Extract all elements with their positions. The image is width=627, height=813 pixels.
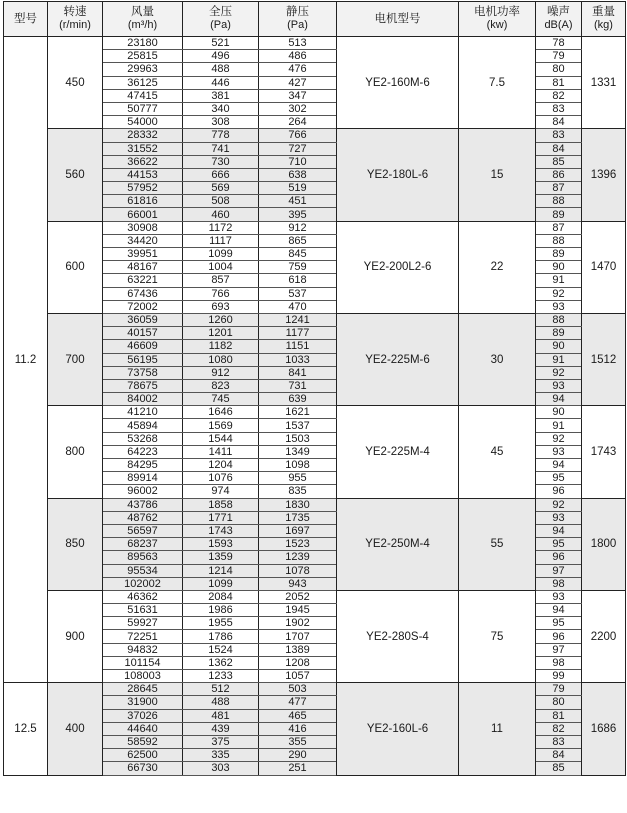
flow-cell: 61816 (103, 195, 183, 208)
speed-cell: 400 (48, 683, 103, 775)
model-cell: 12.5 (4, 683, 48, 775)
static-pressure-cell: 731 (259, 379, 337, 392)
total-pressure-cell: 1214 (183, 564, 259, 577)
speed-cell: 900 (48, 590, 103, 682)
table-header (4, 2, 626, 37)
header-total-pressure (183, 2, 259, 37)
flow-cell: 36059 (103, 313, 183, 326)
weight-cell: 1331 (582, 37, 626, 129)
noise-cell: 89 (536, 248, 582, 261)
static-pressure-cell: 1621 (259, 406, 337, 419)
static-pressure-cell: 537 (259, 287, 337, 300)
static-pressure-cell: 264 (259, 116, 337, 129)
total-pressure-cell: 1593 (183, 538, 259, 551)
motor-cell: YE2-160L-6 (337, 683, 459, 775)
noise-cell: 96 (536, 630, 582, 643)
total-pressure-cell: 912 (183, 366, 259, 379)
noise-cell: 94 (536, 524, 582, 537)
weight-cell: 1686 (582, 683, 626, 775)
noise-cell: 83 (536, 102, 582, 115)
header-speed-label: 转速 (63, 6, 87, 18)
header-speed (48, 2, 103, 37)
noise-cell: 92 (536, 432, 582, 445)
total-pressure-cell: 496 (183, 50, 259, 63)
static-pressure-cell: 1057 (259, 670, 337, 683)
static-pressure-cell: 476 (259, 63, 337, 76)
total-pressure-cell: 512 (183, 683, 259, 696)
flow-cell: 28645 (103, 683, 183, 696)
noise-cell: 78 (536, 37, 582, 50)
motor-cell: YE2-225M-6 (337, 313, 459, 405)
total-pressure-cell: 1858 (183, 498, 259, 511)
total-pressure-cell: 439 (183, 722, 259, 735)
noise-cell: 79 (536, 50, 582, 63)
power-cell: 11 (459, 683, 536, 775)
total-pressure-cell: 1646 (183, 406, 259, 419)
power-cell: 15 (459, 129, 536, 221)
noise-cell: 81 (536, 709, 582, 722)
header-weight-label: 重量 (592, 6, 615, 18)
flow-cell: 46609 (103, 340, 183, 353)
noise-cell: 82 (536, 722, 582, 735)
static-pressure-cell: 1349 (259, 445, 337, 458)
header-power-label: 电机功率 (474, 6, 520, 18)
flow-cell: 28332 (103, 129, 183, 142)
weight-cell: 2200 (582, 590, 626, 682)
static-pressure-cell: 835 (259, 485, 337, 498)
static-pressure-cell: 955 (259, 472, 337, 485)
total-pressure-cell: 1172 (183, 221, 259, 234)
header-flow-unit: (m³/h) (127, 19, 158, 31)
table-body (4, 37, 626, 776)
flow-cell: 29963 (103, 63, 183, 76)
flow-cell: 51631 (103, 604, 183, 617)
static-pressure-cell: 912 (259, 221, 337, 234)
flow-cell: 44153 (103, 168, 183, 181)
noise-cell: 97 (536, 643, 582, 656)
total-pressure-cell: 1544 (183, 432, 259, 445)
header-total-pressure-unit: (Pa) (210, 19, 231, 31)
header-flow-label: 风量 (131, 6, 154, 18)
motor-cell: YE2-180L-6 (337, 129, 459, 221)
total-pressure-cell: 1099 (183, 577, 259, 590)
static-pressure-cell: 465 (259, 709, 337, 722)
flow-cell: 30908 (103, 221, 183, 234)
total-pressure-cell: 766 (183, 287, 259, 300)
static-pressure-cell: 1503 (259, 432, 337, 445)
static-pressure-cell: 1033 (259, 353, 337, 366)
power-cell: 45 (459, 406, 536, 498)
motor-cell: YE2-280S-4 (337, 590, 459, 682)
noise-cell: 90 (536, 406, 582, 419)
static-pressure-cell: 618 (259, 274, 337, 287)
header-noise-unit: dB(A) (544, 19, 573, 31)
static-pressure-cell: 451 (259, 195, 337, 208)
flow-cell: 67436 (103, 287, 183, 300)
noise-cell: 88 (536, 234, 582, 247)
noise-cell: 98 (536, 577, 582, 590)
model-cell: 11.2 (4, 37, 48, 683)
noise-cell: 92 (536, 287, 582, 300)
flow-cell: 44640 (103, 722, 183, 735)
static-pressure-cell: 1537 (259, 419, 337, 432)
noise-cell: 94 (536, 459, 582, 472)
weight-cell: 1470 (582, 221, 626, 313)
noise-cell: 89 (536, 208, 582, 221)
noise-cell: 94 (536, 604, 582, 617)
static-pressure-cell: 1098 (259, 459, 337, 472)
total-pressure-cell: 666 (183, 168, 259, 181)
noise-cell: 87 (536, 221, 582, 234)
total-pressure-cell: 381 (183, 89, 259, 102)
flow-cell: 31900 (103, 696, 183, 709)
total-pressure-cell: 1411 (183, 445, 259, 458)
table-row (4, 498, 626, 511)
flow-cell: 46362 (103, 590, 183, 603)
flow-cell: 57952 (103, 182, 183, 195)
static-pressure-cell: 1830 (259, 498, 337, 511)
header-noise (536, 2, 582, 37)
speed-cell: 600 (48, 221, 103, 313)
noise-cell: 87 (536, 182, 582, 195)
flow-cell: 50777 (103, 102, 183, 115)
speed-cell: 800 (48, 406, 103, 498)
static-pressure-cell: 290 (259, 749, 337, 762)
header-noise-label: 噪声 (547, 6, 570, 18)
static-pressure-cell: 1523 (259, 538, 337, 551)
performance-table-container (3, 1, 626, 776)
static-pressure-cell: 766 (259, 129, 337, 142)
total-pressure-cell: 1569 (183, 419, 259, 432)
header-model (4, 2, 48, 37)
noise-cell: 97 (536, 564, 582, 577)
total-pressure-cell: 1080 (183, 353, 259, 366)
total-pressure-cell: 1201 (183, 327, 259, 340)
total-pressure-cell: 1986 (183, 604, 259, 617)
noise-cell: 84 (536, 749, 582, 762)
table-row (4, 590, 626, 603)
static-pressure-cell: 1078 (259, 564, 337, 577)
static-pressure-cell: 1735 (259, 511, 337, 524)
noise-cell: 82 (536, 89, 582, 102)
flow-cell: 31552 (103, 142, 183, 155)
flow-cell: 41210 (103, 406, 183, 419)
static-pressure-cell: 1151 (259, 340, 337, 353)
static-pressure-cell: 395 (259, 208, 337, 221)
total-pressure-cell: 823 (183, 379, 259, 392)
total-pressure-cell: 521 (183, 37, 259, 50)
weight-cell: 1396 (582, 129, 626, 221)
total-pressure-cell: 303 (183, 762, 259, 775)
table-row (4, 406, 626, 419)
static-pressure-cell: 865 (259, 234, 337, 247)
total-pressure-cell: 693 (183, 300, 259, 313)
total-pressure-cell: 508 (183, 195, 259, 208)
noise-cell: 98 (536, 656, 582, 669)
flow-cell: 95534 (103, 564, 183, 577)
flow-cell: 53268 (103, 432, 183, 445)
flow-cell: 48762 (103, 511, 183, 524)
static-pressure-cell: 1902 (259, 617, 337, 630)
flow-cell: 68237 (103, 538, 183, 551)
flow-cell: 89563 (103, 551, 183, 564)
flow-cell: 94832 (103, 643, 183, 656)
total-pressure-cell: 375 (183, 735, 259, 748)
header-motor-label: 电机型号 (374, 12, 421, 25)
total-pressure-cell: 335 (183, 749, 259, 762)
total-pressure-cell: 488 (183, 63, 259, 76)
noise-cell: 83 (536, 735, 582, 748)
header-static-pressure-label: 静压 (286, 6, 309, 18)
total-pressure-cell: 857 (183, 274, 259, 287)
flow-cell: 64223 (103, 445, 183, 458)
flow-cell: 59927 (103, 617, 183, 630)
noise-cell: 85 (536, 762, 582, 775)
table-row (4, 683, 626, 696)
noise-cell: 90 (536, 261, 582, 274)
noise-cell: 91 (536, 274, 582, 287)
noise-cell: 95 (536, 538, 582, 551)
flow-cell: 43786 (103, 498, 183, 511)
total-pressure-cell: 974 (183, 485, 259, 498)
static-pressure-cell: 503 (259, 683, 337, 696)
total-pressure-cell: 1524 (183, 643, 259, 656)
header-motor (337, 2, 459, 37)
static-pressure-cell: 1707 (259, 630, 337, 643)
static-pressure-cell: 513 (259, 37, 337, 50)
flow-cell: 78675 (103, 379, 183, 392)
total-pressure-cell: 778 (183, 129, 259, 142)
flow-cell: 45894 (103, 419, 183, 432)
motor-cell: YE2-250M-4 (337, 498, 459, 590)
table-row (4, 129, 626, 142)
flow-cell: 84002 (103, 393, 183, 406)
static-pressure-cell: 486 (259, 50, 337, 63)
noise-cell: 86 (536, 168, 582, 181)
total-pressure-cell: 569 (183, 182, 259, 195)
noise-cell: 96 (536, 485, 582, 498)
static-pressure-cell: 1697 (259, 524, 337, 537)
noise-cell: 92 (536, 366, 582, 379)
flow-cell: 54000 (103, 116, 183, 129)
noise-cell: 99 (536, 670, 582, 683)
total-pressure-cell: 1117 (183, 234, 259, 247)
header-power (459, 2, 536, 37)
power-cell: 30 (459, 313, 536, 405)
flow-cell: 66730 (103, 762, 183, 775)
flow-cell: 40157 (103, 327, 183, 340)
total-pressure-cell: 1076 (183, 472, 259, 485)
total-pressure-cell: 1004 (183, 261, 259, 274)
flow-cell: 48167 (103, 261, 183, 274)
static-pressure-cell: 1241 (259, 313, 337, 326)
flow-cell: 102002 (103, 577, 183, 590)
total-pressure-cell: 1771 (183, 511, 259, 524)
static-pressure-cell: 1239 (259, 551, 337, 564)
header-flow (103, 2, 183, 37)
weight-cell: 1800 (582, 498, 626, 590)
power-cell: 75 (459, 590, 536, 682)
static-pressure-cell: 943 (259, 577, 337, 590)
flow-cell: 58592 (103, 735, 183, 748)
static-pressure-cell: 1945 (259, 604, 337, 617)
static-pressure-cell: 727 (259, 142, 337, 155)
flow-cell: 37026 (103, 709, 183, 722)
static-pressure-cell: 477 (259, 696, 337, 709)
static-pressure-cell: 710 (259, 155, 337, 168)
header-static-pressure (259, 2, 337, 37)
weight-cell: 1512 (582, 313, 626, 405)
header-weight (582, 2, 626, 37)
fan-performance-table (3, 1, 626, 776)
speed-cell: 450 (48, 37, 103, 129)
total-pressure-cell: 1955 (183, 617, 259, 630)
flow-cell: 101154 (103, 656, 183, 669)
noise-cell: 95 (536, 617, 582, 630)
flow-cell: 56597 (103, 524, 183, 537)
noise-cell: 93 (536, 445, 582, 458)
total-pressure-cell: 1260 (183, 313, 259, 326)
noise-cell: 93 (536, 300, 582, 313)
noise-cell: 89 (536, 327, 582, 340)
static-pressure-cell: 1177 (259, 327, 337, 340)
speed-cell: 700 (48, 313, 103, 405)
static-pressure-cell: 2052 (259, 590, 337, 603)
total-pressure-cell: 1359 (183, 551, 259, 564)
flow-cell: 47415 (103, 89, 183, 102)
noise-cell: 84 (536, 142, 582, 155)
flow-cell: 62500 (103, 749, 183, 762)
total-pressure-cell: 481 (183, 709, 259, 722)
noise-cell: 81 (536, 76, 582, 89)
header-weight-unit: (kg) (594, 19, 613, 31)
total-pressure-cell: 730 (183, 155, 259, 168)
static-pressure-cell: 355 (259, 735, 337, 748)
header-model-label: 型号 (14, 12, 37, 25)
static-pressure-cell: 302 (259, 102, 337, 115)
static-pressure-cell: 1389 (259, 643, 337, 656)
total-pressure-cell: 1743 (183, 524, 259, 537)
header-power-unit: (kw) (486, 19, 508, 31)
flow-cell: 96002 (103, 485, 183, 498)
flow-cell: 23180 (103, 37, 183, 50)
total-pressure-cell: 460 (183, 208, 259, 221)
noise-cell: 80 (536, 696, 582, 709)
noise-cell: 93 (536, 511, 582, 524)
table-row (4, 221, 626, 234)
table-row (4, 37, 626, 50)
static-pressure-cell: 639 (259, 393, 337, 406)
flow-cell: 108003 (103, 670, 183, 683)
static-pressure-cell: 251 (259, 762, 337, 775)
noise-cell: 94 (536, 393, 582, 406)
weight-cell: 1743 (582, 406, 626, 498)
flow-cell: 72251 (103, 630, 183, 643)
static-pressure-cell: 1208 (259, 656, 337, 669)
noise-cell: 85 (536, 155, 582, 168)
speed-cell: 850 (48, 498, 103, 590)
flow-cell: 39951 (103, 248, 183, 261)
power-cell: 22 (459, 221, 536, 313)
motor-cell: YE2-225M-4 (337, 406, 459, 498)
flow-cell: 36125 (103, 76, 183, 89)
header-total-pressure-label: 全压 (209, 6, 232, 18)
static-pressure-cell: 470 (259, 300, 337, 313)
noise-cell: 92 (536, 498, 582, 511)
noise-cell: 88 (536, 313, 582, 326)
speed-cell: 560 (48, 129, 103, 221)
noise-cell: 95 (536, 472, 582, 485)
static-pressure-cell: 845 (259, 248, 337, 261)
total-pressure-cell: 1182 (183, 340, 259, 353)
total-pressure-cell: 1233 (183, 670, 259, 683)
total-pressure-cell: 1204 (183, 459, 259, 472)
flow-cell: 36622 (103, 155, 183, 168)
flow-cell: 56195 (103, 353, 183, 366)
noise-cell: 90 (536, 340, 582, 353)
noise-cell: 91 (536, 419, 582, 432)
total-pressure-cell: 741 (183, 142, 259, 155)
header-static-pressure-unit: (Pa) (287, 19, 308, 31)
noise-cell: 84 (536, 116, 582, 129)
total-pressure-cell: 446 (183, 76, 259, 89)
noise-cell: 83 (536, 129, 582, 142)
static-pressure-cell: 759 (259, 261, 337, 274)
flow-cell: 72002 (103, 300, 183, 313)
total-pressure-cell: 488 (183, 696, 259, 709)
noise-cell: 80 (536, 63, 582, 76)
total-pressure-cell: 1362 (183, 656, 259, 669)
total-pressure-cell: 1099 (183, 248, 259, 261)
flow-cell: 84295 (103, 459, 183, 472)
noise-cell: 96 (536, 551, 582, 564)
noise-cell: 93 (536, 379, 582, 392)
header-speed-unit: (r/min) (59, 19, 91, 31)
total-pressure-cell: 340 (183, 102, 259, 115)
motor-cell: YE2-200L2-6 (337, 221, 459, 313)
noise-cell: 88 (536, 195, 582, 208)
flow-cell: 66001 (103, 208, 183, 221)
static-pressure-cell: 519 (259, 182, 337, 195)
table-row (4, 313, 626, 326)
total-pressure-cell: 1786 (183, 630, 259, 643)
noise-cell: 93 (536, 590, 582, 603)
flow-cell: 25815 (103, 50, 183, 63)
static-pressure-cell: 427 (259, 76, 337, 89)
power-cell: 55 (459, 498, 536, 590)
noise-cell: 79 (536, 683, 582, 696)
total-pressure-cell: 2084 (183, 590, 259, 603)
static-pressure-cell: 347 (259, 89, 337, 102)
flow-cell: 34420 (103, 234, 183, 247)
power-cell: 7.5 (459, 37, 536, 129)
total-pressure-cell: 745 (183, 393, 259, 406)
flow-cell: 73758 (103, 366, 183, 379)
header-row (4, 2, 626, 37)
noise-cell: 91 (536, 353, 582, 366)
static-pressure-cell: 841 (259, 366, 337, 379)
static-pressure-cell: 416 (259, 722, 337, 735)
static-pressure-cell: 638 (259, 168, 337, 181)
flow-cell: 89914 (103, 472, 183, 485)
motor-cell: YE2-160M-6 (337, 37, 459, 129)
total-pressure-cell: 308 (183, 116, 259, 129)
flow-cell: 63221 (103, 274, 183, 287)
